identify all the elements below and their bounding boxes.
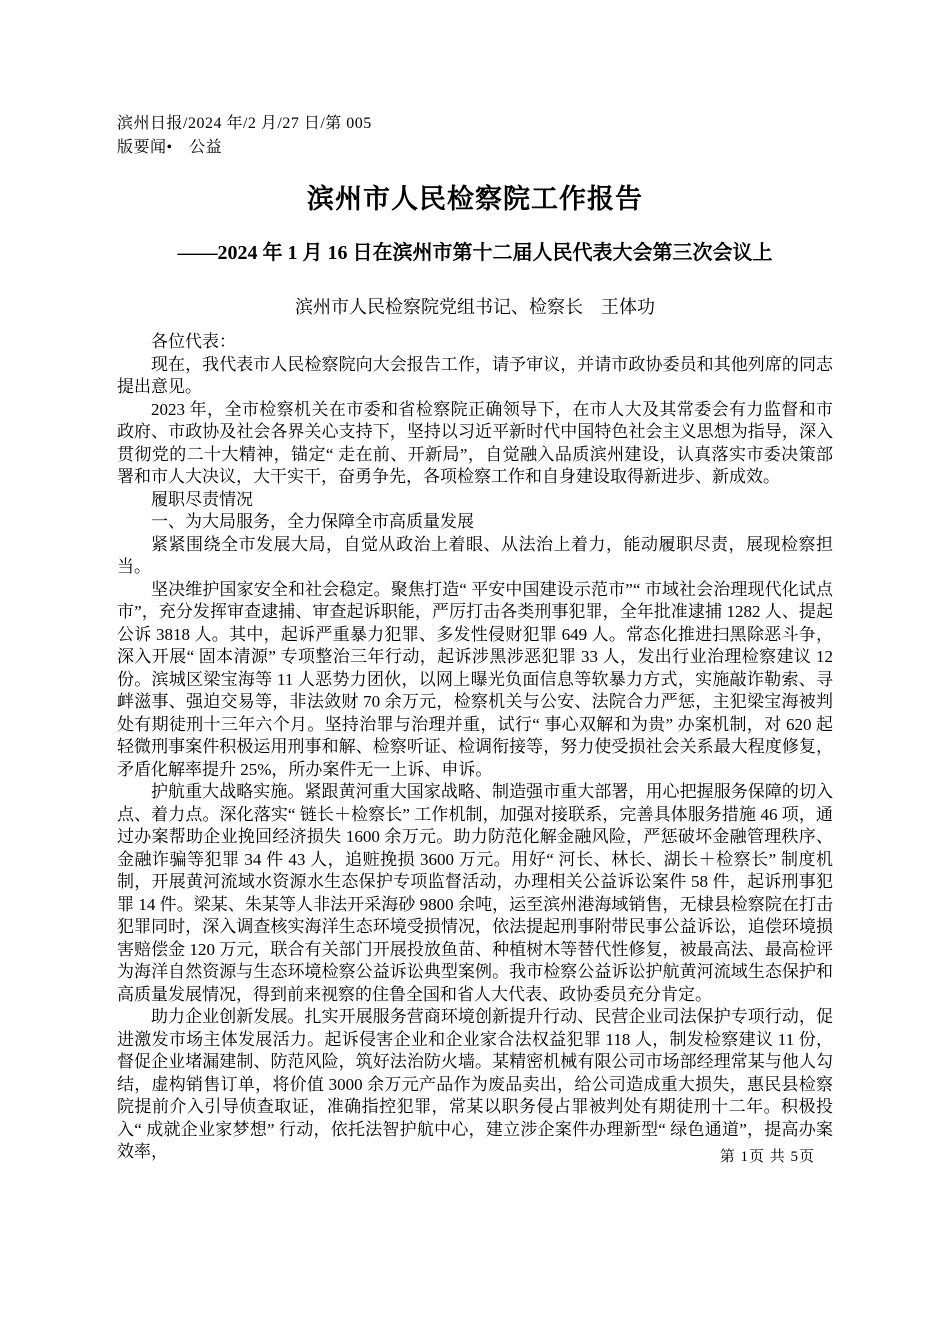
paragraph-security-stability: 坚决维护国家安全和社会稳定。聚焦打造“ 平安中国建设示范市”“ 市域社会治理现代化试点市”，充分发挥审查逮捕、审查起诉职能，严厉打击各类刑事犯罪，全年批准逮捕 1282 人、提起公诉 3818 人。其中，起诉严重暴力犯罪、多发性侵财犯罪 649 人。常态化推进扫黑除恶斗争，深入开展“ 固本清源” 专项整治三年行动，起诉涉黑涉恶犯罪 33 人，发出行业治理检察建议 12 份。滨城区梁宝海等 11 人恶势力团伙，以网上曝光负面信息等软暴力方式，实施敲诈勒索、寻衅滋事、强迫交易等，非法敛财 70 余万元，检察机关与公安、法院合力严惩，主犯梁宝海被判处有期徒刑十三年六个月。坚持治罪与治理并重，试行“ 事心双解和为贵” 办案机制，对 620 起轻微刑事案件积极运用刑事和解、检察听证、检调衔接等，努力使受损社会关系最大程度修复，矛盾化解率提升 25%，所办案件无一上诉、申诉。 xyxy=(117,579,833,779)
report-title: 滨州市人民检察院工作报告 xyxy=(307,184,643,214)
paragraph-overview-2023: 2023 年，全市检察机关在市委和省检察院正确领导下，在市人大及其常委会有力监督和市政府、市政协及社会各界关心支持下，坚持以习近平新时代中国特色社会主义思想为指导，深入贯彻党的二十大精神，锚定“ 走在前、开新局”，自觉融入品质滨州建设，认真落实市委决策部署和市人大决议，大干实干，奋勇争先，各项检察工作和自身建设取得新进步、新成效。 xyxy=(117,399,833,486)
newspaper-masthead xyxy=(117,112,833,160)
paragraph-salutation: 各位代表： xyxy=(151,332,236,351)
report-byline: 滨州市人民检察院党组书记、检察长 王体功 xyxy=(295,297,655,317)
report-body xyxy=(117,331,833,1164)
paragraph-section-heading: 履职尽责情况 xyxy=(151,489,253,509)
paragraph-part-one-heading: 一、为大局服务，全力保障全市高质量发展 xyxy=(151,512,474,531)
report-subtitle: ——2024 年 1 月 16 日在滨州市第十二届人民代表大会第三次会议上 xyxy=(177,242,773,264)
paragraph-major-strategies: 护航重大战略实施。紧跟黄河重大国家战略、制造强市重大部署，用心把握服务保障的切入点、着力点。深化落实“ 链长＋检察长” 工作机制，加强对接联系，完善具体服务措施 46 项，通过办案帮助企业挽回经济损失 1600 余万元。助力防范化解金融风险，严惩破坏金融管理秩序、金融诈骗等犯罪 34 件 43 人，追赃挽损 3600 万元。用好“ 河长、林长、湖长＋检察长” 制度机制，开展黄河流域水资源水生态保护专项监督活动，办理相关公益诉讼案件 58 件，起诉刑事犯罪 14 件。梁某、朱某等人非法开采海砂 9800 余吨，运至滨州港海域销售，无棣县检察院在打击犯罪同时，深入调查核实海洋生态环境受损情况，依法提起刑事附带民事公益诉讼，追偿环境损害赔偿金 120 万元，联合有关部门开展投放鱼苗、种植树木等替代性修复，被最高法、最高检评为海洋自然资源与生态环境检察公益诉讼典型案例。我市检察公益诉讼护航黄河流域生态保护和高质量发展情况，得到前来视察的住鲁全国和省人大代表、政协委员充分肯定。 xyxy=(117,782,833,1004)
paragraph-intro: 现在，我代表市人民检察院向大会报告工作，请予审议，并请市政协委员和其他列席的同志提出意见。 xyxy=(117,354,833,396)
paragraph-enterprise-innovation: 助力企业创新发展。扎实开展服务营商环境创新提升行动、民营企业司法保护专项行动，促进激发市场主体发展活力。起诉侵害企业和企业家合法权益犯罪 118 人，制发检察建议 11 份，督促企业堵漏建制、防范风险，筑好法治防火墙。某精密机械有限公司市场部经理常某与他人勾结，虚构销售订单，将价值 3000 余万元产品作为废品卖出，给公司造成重大损失，惠民县检察院提前介入引导侦查取证，准确指控犯罪，常某以职务侵占罪被判处有期徒刑十二年。积极投入“ 成就企业家梦想” 行动，依托法智护航中心，建立涉企案件办理新型“ 绿色通道”，提高办案效率， xyxy=(117,1007,833,1161)
page-number: 第 1页 共 5页 xyxy=(719,1149,815,1165)
paragraph-part-one-lead: 紧紧围绕全市发展大局，自觉从政治上着眼、从法治上着力，能动履职尽责，展现检察担当。 xyxy=(117,534,833,576)
masthead-section-line: 版要闻• 公益 xyxy=(117,139,223,156)
masthead-source-line: 滨州日报/2024 年/2 月/27 日/第 005 xyxy=(117,115,372,132)
